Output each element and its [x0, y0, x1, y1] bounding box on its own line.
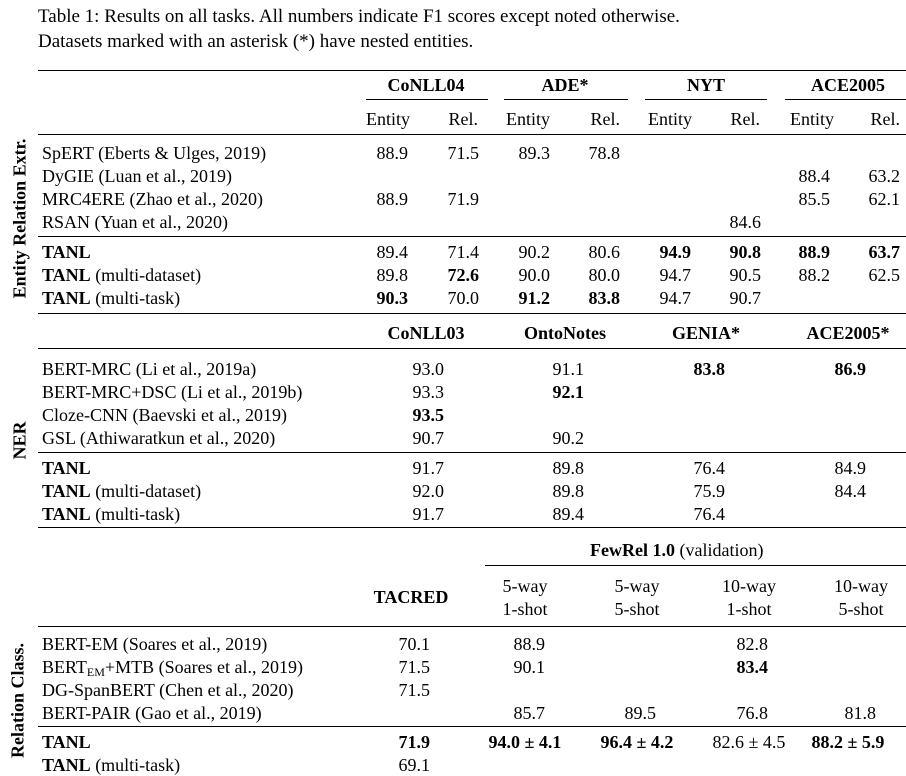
score-cell: 83.8	[693, 359, 725, 379]
method-name: DG-SpanBERT (Chen et al., 2020)	[42, 680, 294, 700]
score-cell: 93.0	[412, 359, 444, 379]
rule-dataset	[504, 99, 628, 100]
method-name-bold: TANL	[42, 504, 91, 524]
score-cell: 63.7	[868, 242, 900, 262]
subheader-entity: Entity	[648, 109, 692, 129]
setting-shots: 1-shot	[726, 599, 772, 619]
method-name-bold: TANL	[42, 242, 91, 262]
score-cell: 83.8	[588, 288, 620, 308]
row-label	[42, 142, 266, 164]
score-cell: 91.7	[412, 504, 444, 524]
score-cell: 89.3	[518, 143, 550, 163]
row-label	[42, 427, 275, 449]
method-name: MRC4ERE (Zhao et al., 2020)	[42, 189, 263, 209]
score-cell: 69.1	[398, 755, 430, 775]
caption-line-1: Table 1: Results on all tasks. All numbers indicate F1 scores except noted otherwise.	[38, 6, 680, 27]
score-cell: 71.5	[398, 680, 430, 700]
rule-group	[38, 726, 906, 727]
score-cell: 71.9	[398, 732, 430, 752]
score-cell: 96.4 ± 4.2	[600, 732, 674, 752]
dataset-header: OntoNotes	[524, 323, 606, 343]
method-name: +MTB (Soares et al., 2019)	[104, 657, 304, 677]
score-cell: 62.5	[868, 265, 900, 285]
method-name: Cloze-CNN (Baevski et al., 2019)	[42, 405, 287, 425]
method-name: (multi-dataset)	[90, 265, 202, 285]
method-name: BERT-MRC+DSC (Li et al., 2019b)	[42, 382, 303, 402]
row-label	[42, 404, 287, 426]
method-name: (multi-task)	[90, 755, 181, 775]
score-cell: 88.4	[798, 166, 830, 186]
method-name: BERT-MRC (Li et al., 2019a)	[42, 359, 257, 379]
fewrel-header	[590, 539, 763, 561]
row-label	[42, 480, 201, 502]
method-name: DyGIE (Luan et al., 2019)	[42, 166, 232, 186]
rule-dataset	[785, 99, 906, 100]
subheader-rel: Rel.	[730, 109, 760, 129]
score-cell: 84.6	[729, 212, 761, 232]
method-name-bold: TANL	[42, 755, 91, 775]
score-cell: 88.9	[513, 634, 545, 654]
score-cell: 90.7	[412, 428, 444, 448]
score-cell: 89.4	[552, 504, 584, 524]
method-name-prefix: BERT	[42, 657, 87, 677]
row-label	[42, 165, 232, 187]
score-cell: 70.0	[447, 288, 479, 308]
method-name: (multi-task)	[90, 288, 181, 308]
score-cell: 88.9	[376, 143, 408, 163]
row-label	[42, 287, 180, 309]
fewrel-title: FewRel 1.0	[590, 540, 675, 560]
score-cell: 90.2	[552, 428, 584, 448]
method-name-bold: TANL	[42, 458, 91, 478]
method-name-bold: TANL	[42, 481, 91, 501]
score-cell: 90.0	[518, 265, 550, 285]
rule-top	[38, 70, 906, 71]
row-label	[42, 503, 180, 525]
score-cell: 72.6	[447, 265, 479, 285]
score-cell: 89.5	[624, 703, 656, 723]
setting-ways: 10-way	[722, 576, 776, 596]
setting-shots: 5-shot	[838, 599, 884, 619]
row-label	[42, 457, 91, 479]
setting-shots: 1-shot	[502, 599, 548, 619]
rule-dataset	[366, 99, 488, 100]
row-label	[42, 381, 302, 403]
rule-dataset	[645, 99, 767, 100]
score-cell: 94.7	[659, 288, 691, 308]
score-cell: 90.8	[729, 242, 761, 262]
score-cell: 62.1	[868, 189, 900, 209]
rule-mid	[38, 348, 906, 349]
subheader-rel: Rel.	[448, 109, 478, 129]
score-cell: 94.0 ± 4.1	[488, 732, 562, 752]
rule-section	[38, 527, 906, 528]
dataset-header: CoNLL03	[387, 323, 465, 343]
method-name: SpERT (Eberts & Ulges, 2019)	[42, 143, 267, 163]
rule-fewrel	[485, 565, 906, 566]
table-caption	[38, 4, 898, 54]
row-label	[42, 702, 262, 724]
score-cell: 71.4	[447, 242, 479, 262]
score-cell: 90.3	[376, 288, 408, 308]
row-label	[42, 358, 256, 380]
score-cell: 91.7	[412, 458, 444, 478]
dataset-header: GENIA*	[671, 323, 740, 343]
score-cell: 94.7	[659, 265, 691, 285]
subheader-entity: Entity	[790, 109, 834, 129]
method-name: BERT-PAIR (Gao et al., 2019)	[42, 703, 262, 723]
score-cell: 63.2	[868, 166, 900, 186]
subheader-entity: Entity	[506, 109, 550, 129]
score-cell: 80.6	[588, 242, 620, 262]
score-cell: 88.9	[376, 189, 408, 209]
score-cell: 88.2	[798, 265, 830, 285]
row-label	[42, 188, 263, 210]
row-label	[42, 754, 180, 776]
score-cell: 88.2 ± 5.9	[811, 732, 885, 752]
score-cell: 76.8	[736, 703, 768, 723]
dataset-header: NYT	[686, 75, 725, 95]
score-cell: 85.5	[798, 189, 830, 209]
score-cell: 88.9	[798, 242, 830, 262]
method-name: RSAN (Yuan et al., 2020)	[42, 212, 228, 232]
method-name: (multi-task)	[90, 504, 181, 524]
score-cell: 93.3	[412, 382, 444, 402]
score-cell: 78.8	[588, 143, 620, 163]
score-cell: 76.4	[693, 504, 725, 524]
dataset-header: ACE2005	[810, 75, 885, 95]
score-cell: 89.4	[376, 242, 408, 262]
score-cell: 90.7	[729, 288, 761, 308]
score-cell: 93.5	[412, 405, 444, 425]
score-cell: 75.9	[693, 481, 725, 501]
subheader-rel: Rel.	[590, 109, 620, 129]
section-label-er: Entity Relation Extr.	[9, 138, 30, 299]
row-label	[42, 679, 294, 701]
score-cell: 82.8	[736, 634, 768, 654]
method-name-subscript: EM	[86, 665, 105, 679]
setting-shots: 5-shot	[614, 599, 660, 619]
score-cell: 91.1	[552, 359, 584, 379]
score-cell: 76.4	[693, 458, 725, 478]
method-name: GSL (Athiwaratkun et al., 2020)	[42, 428, 276, 448]
method-name: BERT-EM (Soares et al., 2019)	[42, 634, 268, 654]
method-name: (multi-dataset)	[90, 481, 202, 501]
dataset-header: ACE2005*	[806, 323, 890, 343]
score-cell: 84.4	[834, 481, 866, 501]
rule-mid	[38, 626, 906, 627]
row-label	[42, 633, 267, 655]
score-cell: 89.8	[552, 481, 584, 501]
dataset-header: CoNLL04	[387, 75, 465, 95]
rule-group	[38, 236, 906, 237]
score-cell: 83.4	[736, 657, 768, 677]
rule-group	[38, 452, 906, 453]
method-name-bold: TANL	[42, 288, 91, 308]
score-cell: 89.8	[376, 265, 408, 285]
score-cell: 90.1	[513, 657, 545, 677]
rule-section	[38, 313, 906, 314]
score-cell: 85.7	[513, 703, 545, 723]
score-cell: 90.5	[729, 265, 761, 285]
score-cell: 86.9	[834, 359, 866, 379]
score-cell: 91.2	[518, 288, 550, 308]
score-cell: 71.5	[447, 143, 479, 163]
score-cell: 84.9	[834, 458, 866, 478]
section-label-ner: NER	[9, 421, 30, 460]
score-cell: 71.5	[398, 657, 430, 677]
caption-line-2: Datasets marked with an asterisk (*) have nested entities.	[38, 31, 474, 52]
row-label	[42, 731, 91, 753]
section-label-rc: Relation Class.	[7, 643, 28, 759]
fewrel-note: (validation)	[674, 540, 764, 560]
dataset-header: ADE*	[541, 75, 589, 95]
setting-ways: 10-way	[834, 576, 888, 596]
rule-mid	[38, 134, 906, 135]
dataset-header-tacred: TACRED	[373, 587, 449, 607]
score-cell: 94.9	[659, 242, 691, 262]
score-cell: 71.9	[447, 189, 479, 209]
row-label	[42, 211, 228, 233]
score-cell: 82.6 ± 4.5	[712, 732, 786, 752]
method-name-bold: TANL	[42, 732, 91, 752]
score-cell: 81.8	[844, 703, 876, 723]
setting-ways: 5-way	[614, 576, 660, 596]
row-label	[42, 241, 91, 263]
score-cell: 92.0	[412, 481, 444, 501]
score-cell: 80.0	[588, 265, 620, 285]
setting-ways: 5-way	[502, 576, 548, 596]
method-name-bold: TANL	[42, 265, 91, 285]
subheader-entity: Entity	[366, 109, 410, 129]
row-label	[42, 264, 201, 286]
subheader-rel: Rel.	[870, 109, 900, 129]
score-cell: 92.1	[552, 382, 584, 402]
score-cell: 70.1	[398, 634, 430, 654]
score-cell: 89.8	[552, 458, 584, 478]
score-cell: 90.2	[518, 242, 550, 262]
